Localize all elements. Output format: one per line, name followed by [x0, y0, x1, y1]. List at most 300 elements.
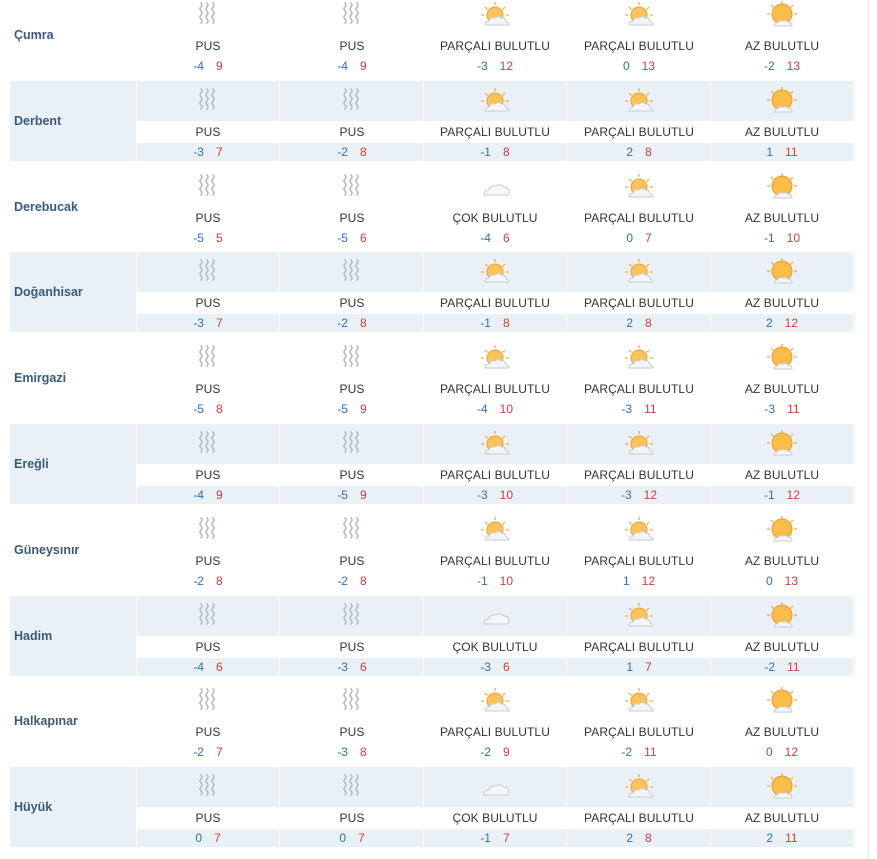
city-row — [0, 596, 877, 682]
temperature-cell — [424, 743, 567, 761]
temperature-cell — [711, 829, 854, 847]
temperature-band — [137, 57, 855, 75]
condition-band — [137, 121, 855, 143]
min-temperature: -2 — [480, 745, 491, 760]
partly-cloudy-icon — [568, 0, 711, 35]
temperature-cell — [568, 400, 711, 418]
partly-cloudy-icon — [424, 81, 567, 121]
condition-label: PARÇALI BULUTLU — [440, 124, 550, 139]
condition-label: PUS — [339, 39, 365, 53]
temperature-cell — [568, 229, 711, 247]
max-temperature: 8 — [359, 745, 367, 760]
min-temperature: -5 — [337, 402, 348, 417]
min-temperature: 2 — [765, 316, 773, 331]
condition-band — [137, 721, 855, 743]
fog-icon — [281, 681, 424, 721]
min-temperature: -3 — [193, 316, 204, 331]
fog-icon — [137, 338, 280, 378]
condition-label: PUS — [195, 210, 221, 225]
temperature-band — [137, 143, 855, 161]
condition-cell — [281, 464, 423, 486]
min-temperature: -1 — [480, 316, 491, 331]
condition-cell — [711, 807, 853, 829]
max-temperature: 6 — [502, 230, 510, 245]
temperature-cell — [711, 486, 854, 504]
temperature-cell — [424, 400, 567, 418]
condition-label: PUS — [339, 210, 365, 225]
max-temperature: 8 — [215, 573, 223, 588]
condition-label: PUS — [195, 382, 221, 397]
condition-label: PUS — [339, 382, 365, 397]
partly-cloudy-icon — [424, 424, 567, 464]
temperature-cell — [137, 400, 280, 418]
fog-icon — [281, 252, 424, 292]
condition-cell — [711, 636, 853, 658]
max-temperature: 8 — [359, 573, 367, 588]
max-temperature: 12 — [643, 487, 658, 502]
city-name-cell — [10, 767, 136, 847]
fog-icon — [137, 767, 280, 807]
mostly-sunny-icon — [711, 681, 854, 721]
temperature-cell — [568, 572, 711, 590]
city-name-cell — [10, 0, 136, 75]
min-temperature: -3 — [337, 745, 348, 760]
fog-icon — [281, 596, 424, 636]
city-name-cell — [10, 252, 136, 332]
max-temperature: 10 — [499, 573, 514, 588]
temperature-cell — [711, 400, 854, 418]
temperature-cell — [424, 143, 567, 161]
condition-label: AZ BULUTLU — [744, 725, 820, 740]
condition-label: PARÇALI BULUTLU — [440, 382, 550, 397]
temperature-cell — [711, 143, 854, 161]
condition-label: AZ BULUTLU — [744, 39, 820, 53]
condition-cell — [568, 378, 710, 400]
max-temperature: 7 — [502, 831, 510, 846]
condition-label: AZ BULUTLU — [744, 296, 820, 311]
temperature-cell — [424, 229, 567, 247]
min-temperature: -2 — [337, 573, 348, 588]
min-temperature: 2 — [626, 144, 633, 159]
city-row — [0, 424, 877, 510]
condition-label: PARÇALI BULUTLU — [584, 382, 694, 397]
condition-label: PUS — [195, 639, 221, 654]
max-temperature: 12 — [784, 745, 799, 760]
min-temperature: -2 — [193, 745, 204, 760]
condition-cell — [137, 378, 279, 400]
condition-cell — [568, 721, 710, 743]
temperature-cell — [711, 314, 854, 332]
condition-cell — [711, 121, 853, 143]
city-name-cell — [10, 510, 136, 590]
city-row — [0, 252, 877, 338]
temperature-cell — [568, 314, 711, 332]
min-temperature: -4 — [193, 487, 204, 502]
icon-band — [137, 252, 855, 292]
min-temperature: 0 — [195, 831, 202, 846]
max-temperature: 7 — [645, 659, 652, 674]
city-name-cell — [10, 81, 136, 161]
condition-label: PARÇALI BULUTLU — [584, 124, 694, 139]
min-temperature: -5 — [337, 230, 348, 245]
min-temperature: -4 — [480, 230, 491, 245]
condition-label: PARÇALI BULUTLU — [440, 39, 550, 53]
min-temperature: -2 — [193, 573, 204, 588]
condition-label: PARÇALI BULUTLU — [440, 296, 550, 311]
condition-cell — [137, 636, 279, 658]
temperature-cell — [424, 572, 567, 590]
max-temperature: 11 — [644, 745, 657, 760]
condition-cell — [424, 35, 566, 57]
condition-label: AZ BULUTLU — [744, 124, 820, 139]
temperature-cell — [424, 57, 567, 75]
condition-cell — [711, 721, 853, 743]
condition-label: PUS — [195, 124, 221, 139]
icon-band — [137, 0, 855, 35]
fog-icon — [137, 424, 280, 464]
fog-icon — [137, 596, 280, 636]
city-row — [0, 81, 877, 167]
min-temperature: -1 — [763, 230, 775, 245]
mostly-sunny-icon — [711, 510, 854, 550]
mostly-sunny-icon — [711, 596, 854, 636]
icon-band — [137, 338, 855, 378]
city-name-cell — [10, 167, 136, 247]
min-temperature: 0 — [339, 831, 346, 846]
condition-band — [137, 35, 855, 57]
max-temperature: 9 — [215, 59, 223, 73]
min-temperature: 2 — [626, 316, 633, 331]
min-temperature: -4 — [337, 59, 348, 73]
temperature-band — [137, 400, 855, 418]
condition-label: PUS — [195, 296, 221, 311]
min-temperature: -1 — [480, 831, 491, 846]
temperature-cell — [281, 743, 424, 761]
temperature-cell — [281, 229, 424, 247]
icon-band — [137, 510, 855, 550]
max-temperature: 12 — [784, 316, 799, 331]
condition-cell — [711, 292, 853, 314]
temperature-cell — [281, 143, 424, 161]
city-name-link[interactable]: Çumra — [14, 28, 54, 42]
min-temperature: -5 — [193, 402, 204, 417]
condition-cell — [281, 807, 423, 829]
partly-cloudy-icon — [568, 338, 711, 378]
min-temperature: -3 — [337, 659, 348, 674]
fog-icon — [137, 252, 280, 292]
cloudy-icon — [424, 167, 567, 207]
max-temperature: 7 — [215, 745, 223, 760]
partly-cloudy-icon — [424, 681, 567, 721]
temperature-cell — [281, 57, 424, 75]
condition-cell — [424, 464, 566, 486]
condition-cell — [281, 121, 423, 143]
max-temperature: 8 — [645, 831, 652, 846]
city-name-cell — [10, 596, 136, 676]
temperature-band — [137, 658, 855, 676]
min-temperature: -2 — [337, 316, 348, 331]
condition-cell — [424, 292, 566, 314]
max-temperature: 6 — [359, 659, 367, 674]
min-temperature: -1 — [480, 144, 491, 159]
city-name-link[interactable]: Güneysınır — [14, 542, 80, 557]
temperature-cell — [711, 572, 854, 590]
condition-label: AZ BULUTLU — [744, 210, 820, 225]
max-temperature: 9 — [359, 402, 367, 417]
condition-label: PUS — [195, 467, 221, 482]
city-name-link[interactable]: Ereğli — [14, 456, 49, 471]
condition-label: PARÇALI BULUTLU — [584, 725, 694, 740]
mostly-sunny-icon — [711, 81, 854, 121]
city-name-link[interactable]: Derebucak — [14, 199, 78, 214]
min-temperature: -2 — [763, 59, 775, 73]
max-temperature: 11 — [787, 659, 800, 674]
condition-label: PUS — [339, 553, 365, 568]
condition-cell — [137, 550, 279, 572]
min-temperature: -2 — [337, 144, 348, 159]
condition-label: PUS — [339, 296, 365, 311]
city-name-link[interactable]: Doğanhisar — [14, 285, 83, 300]
icon-band — [137, 424, 855, 464]
city-name-link[interactable]: Emirgazi — [14, 371, 67, 386]
condition-cell — [711, 207, 853, 229]
temperature-cell — [281, 658, 424, 676]
condition-cell — [281, 721, 423, 743]
partly-cloudy-icon — [568, 510, 711, 550]
condition-label: ÇOK BULUTLU — [452, 811, 538, 826]
icon-band — [137, 681, 855, 721]
temperature-cell — [711, 229, 854, 247]
condition-cell — [568, 121, 710, 143]
condition-band — [137, 550, 855, 572]
condition-label: PUS — [195, 39, 221, 53]
condition-label: ÇOK BULUTLU — [452, 639, 538, 654]
fog-icon — [137, 81, 280, 121]
max-temperature: 9 — [215, 487, 223, 502]
temperature-cell — [424, 658, 567, 676]
condition-label: AZ BULUTLU — [744, 467, 820, 482]
temperature-cell — [281, 400, 424, 418]
temperature-cell — [281, 486, 424, 504]
condition-label: PUS — [339, 725, 365, 740]
min-temperature: 1 — [766, 144, 774, 159]
partly-cloudy-icon — [424, 0, 567, 35]
temperature-cell — [711, 57, 854, 75]
max-temperature: 13 — [784, 573, 799, 588]
max-temperature: 6 — [359, 230, 367, 245]
temperature-cell — [424, 829, 567, 847]
icon-band — [137, 167, 855, 207]
fog-icon — [281, 424, 424, 464]
min-temperature: 0 — [626, 230, 633, 245]
min-temperature: -3 — [476, 59, 488, 73]
temperature-cell — [424, 314, 567, 332]
max-temperature: 13 — [641, 59, 656, 73]
max-temperature: 12 — [499, 59, 514, 73]
temperature-band — [137, 572, 855, 590]
temperature-cell — [568, 143, 711, 161]
max-temperature: 11 — [785, 144, 798, 159]
temperature-cell — [137, 486, 280, 504]
mostly-sunny-icon — [711, 167, 854, 207]
icon-band — [137, 767, 855, 807]
temperature-cell — [137, 572, 280, 590]
min-temperature: -5 — [193, 230, 204, 245]
max-temperature: 5 — [215, 230, 223, 245]
condition-cell — [281, 550, 423, 572]
condition-label: PARÇALI BULUTLU — [584, 210, 694, 225]
temperature-cell — [568, 658, 711, 676]
partly-cloudy-icon — [568, 681, 711, 721]
partly-cloudy-icon — [568, 167, 711, 207]
partly-cloudy-icon — [568, 81, 711, 121]
city-row — [0, 681, 877, 767]
city-name-link[interactable]: Hüyük — [14, 800, 53, 815]
condition-label: PARÇALI BULUTLU — [584, 811, 694, 826]
max-temperature: 11 — [787, 402, 800, 417]
max-temperature: 8 — [502, 316, 510, 331]
condition-cell — [137, 807, 279, 829]
condition-cell — [281, 292, 423, 314]
temperature-band — [137, 486, 855, 504]
condition-band — [137, 378, 855, 400]
min-temperature: -3 — [480, 659, 491, 674]
max-temperature: 12 — [641, 573, 656, 588]
city-row — [0, 767, 877, 853]
city-name-link[interactable]: Hadim — [14, 628, 53, 643]
condition-cell — [137, 464, 279, 486]
min-temperature: 0 — [765, 745, 773, 760]
condition-band — [137, 292, 855, 314]
city-name-cell — [10, 424, 136, 504]
condition-cell — [568, 464, 710, 486]
min-temperature: 1 — [626, 659, 633, 674]
condition-cell — [281, 207, 423, 229]
condition-label: PARÇALI BULUTLU — [584, 467, 694, 482]
min-temperature: 0 — [622, 59, 630, 73]
condition-cell — [137, 721, 279, 743]
mostly-sunny-icon — [711, 0, 854, 35]
condition-label: PUS — [195, 725, 221, 740]
city-name-link[interactable]: Halkapınar — [14, 714, 78, 729]
partly-cloudy-icon — [568, 424, 711, 464]
temperature-cell — [137, 658, 280, 676]
condition-label: PUS — [195, 811, 221, 826]
mostly-sunny-icon — [711, 424, 854, 464]
temperature-cell — [137, 314, 280, 332]
partly-cloudy-icon — [568, 767, 711, 807]
fog-icon — [281, 167, 424, 207]
min-temperature: 2 — [626, 831, 633, 846]
min-temperature: -3 — [193, 144, 204, 159]
condition-cell — [568, 207, 710, 229]
min-temperature: -1 — [763, 487, 775, 502]
condition-cell — [424, 807, 566, 829]
fog-icon — [137, 0, 280, 35]
condition-cell — [568, 35, 710, 57]
partly-cloudy-icon — [568, 596, 711, 636]
partly-cloudy-icon — [424, 510, 567, 550]
condition-label: PUS — [339, 124, 365, 139]
city-row — [0, 338, 877, 424]
condition-cell — [137, 207, 279, 229]
city-name-cell — [10, 681, 136, 761]
max-temperature: 8 — [645, 316, 652, 331]
city-row — [0, 167, 877, 253]
mostly-sunny-icon — [711, 252, 854, 292]
condition-label: PARÇALI BULUTLU — [584, 639, 694, 654]
condition-cell — [711, 35, 853, 57]
condition-band — [137, 807, 855, 829]
max-temperature: 6 — [215, 659, 223, 674]
condition-label: AZ BULUTLU — [744, 553, 820, 568]
max-temperature: 7 — [645, 230, 652, 245]
min-temperature: -4 — [193, 59, 204, 73]
fog-icon — [281, 0, 424, 35]
condition-label: PARÇALI BULUTLU — [440, 467, 550, 482]
city-name-cell — [10, 338, 136, 418]
max-temperature: 13 — [786, 59, 801, 73]
max-temperature: 8 — [359, 144, 367, 159]
min-temperature: -1 — [476, 573, 488, 588]
max-temperature: 7 — [358, 831, 365, 846]
max-temperature: 11 — [644, 402, 657, 417]
max-temperature: 8 — [645, 144, 652, 159]
condition-cell — [424, 121, 566, 143]
icon-band — [137, 596, 855, 636]
temperature-band — [137, 743, 855, 761]
icon-band — [137, 81, 855, 121]
temperature-cell — [568, 743, 711, 761]
condition-label: ÇOK BULUTLU — [452, 210, 538, 225]
temperature-cell — [137, 57, 280, 75]
condition-cell — [137, 292, 279, 314]
condition-cell — [568, 636, 710, 658]
min-temperature: -3 — [620, 487, 632, 502]
condition-cell — [424, 207, 566, 229]
temperature-cell — [137, 143, 280, 161]
temperature-cell — [568, 57, 711, 75]
max-temperature: 8 — [502, 144, 510, 159]
max-temperature: 8 — [359, 316, 367, 331]
max-temperature: 10 — [786, 230, 801, 245]
condition-label: AZ BULUTLU — [744, 382, 820, 397]
fog-icon — [137, 681, 280, 721]
partly-cloudy-icon — [568, 252, 711, 292]
condition-cell — [281, 636, 423, 658]
fog-icon — [281, 767, 424, 807]
temperature-band — [137, 229, 855, 247]
min-temperature: -4 — [193, 659, 204, 674]
fog-icon — [137, 510, 280, 550]
temperature-cell — [424, 486, 567, 504]
min-temperature: -3 — [621, 402, 633, 417]
temperature-cell — [281, 829, 424, 847]
fog-icon — [281, 510, 424, 550]
max-temperature: 9 — [359, 59, 367, 73]
temperature-cell — [711, 658, 854, 676]
condition-label: PARÇALI BULUTLU — [584, 296, 694, 311]
city-name-link[interactable]: Derbent — [14, 113, 62, 128]
min-temperature: -3 — [476, 487, 488, 502]
temperature-cell — [281, 572, 424, 590]
min-temperature: 0 — [765, 573, 773, 588]
condition-cell — [711, 550, 853, 572]
temperature-band — [137, 829, 855, 847]
partly-cloudy-icon — [424, 252, 567, 292]
fog-icon — [281, 338, 424, 378]
max-temperature: 11 — [785, 831, 798, 846]
